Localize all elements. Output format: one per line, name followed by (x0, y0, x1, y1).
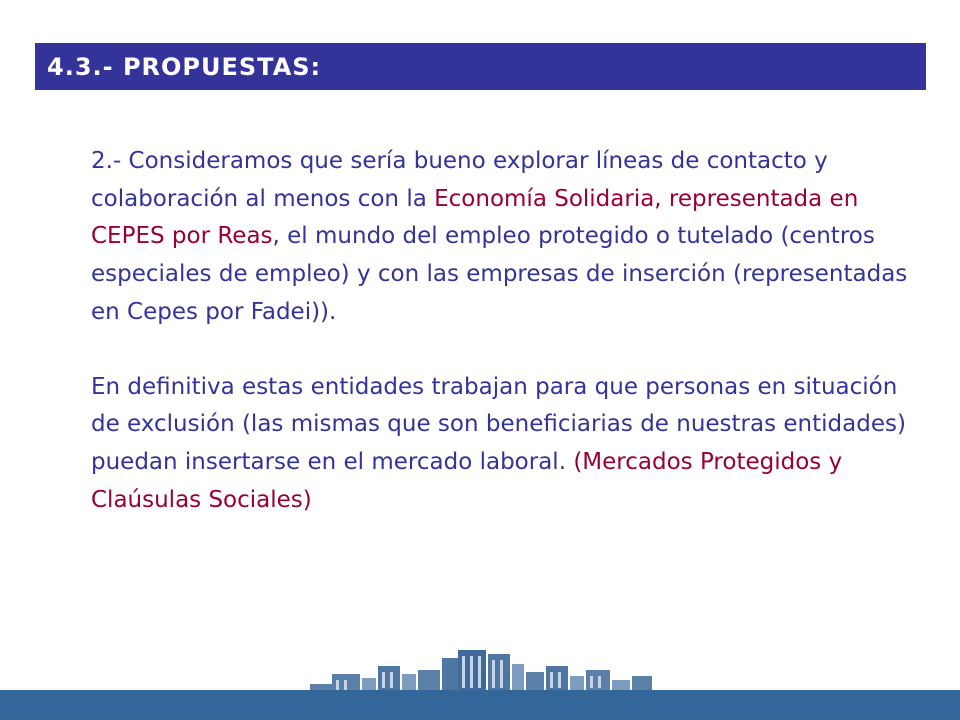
title-bar (35, 43, 926, 90)
slide-body (91, 143, 921, 519)
paragraph-1-text-a: 2.- Consideramos que sería bueno explorar líneas de contacto y colaboración al menos con la (91, 148, 828, 212)
paragraph-1-highlight: Economía Solidaria, representada en CEPES por Reas (91, 185, 859, 250)
paragraph-1 (91, 143, 921, 332)
footer-band (0, 690, 960, 720)
city-skyline-icon (310, 650, 652, 692)
paragraph-2-text-a: En definitiva estas entidades trabajan para que personas en situación de exclusión (las mismas que son beneficiarias de nuestras entidades) puedan insertarse en el mercado laboral. (91, 373, 906, 475)
paragraph-1-text-b: , el mundo del empleo protegido o tutelado (centros especiales de empleo) y con las empresas de inserción (representadas en Cepes por Fadei)). (91, 223, 908, 325)
skyline-footer (0, 640, 960, 720)
slide-title: 4.3.- PROPUESTAS: (47, 52, 322, 81)
paragraph-2-highlight: (Mercados Protegidos y Claúsulas Sociales) (91, 448, 843, 513)
paragraph-2 (91, 369, 921, 520)
